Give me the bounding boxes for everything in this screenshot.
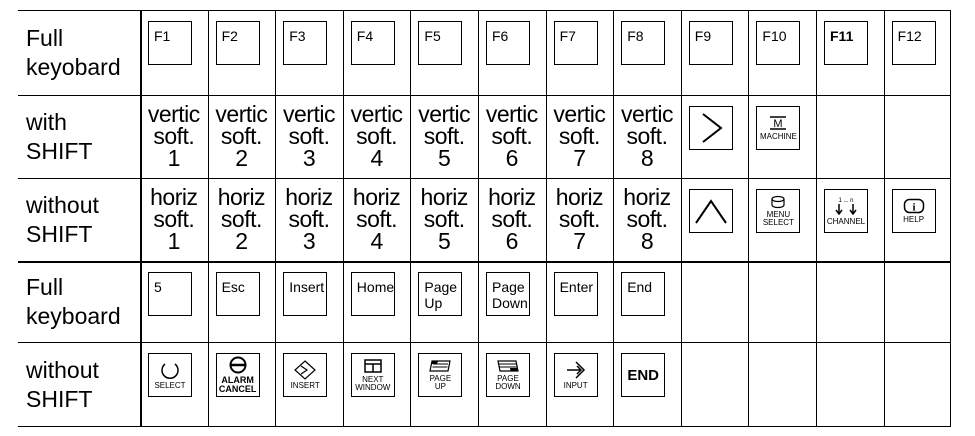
row-label: Full keyobard	[26, 24, 121, 80]
select-key	[148, 353, 192, 397]
menu-select-key	[756, 189, 800, 233]
channel-icon	[831, 196, 861, 216]
table-row	[18, 95, 951, 178]
chevron-up-icon	[693, 196, 729, 226]
insert-icon	[294, 360, 316, 380]
page-up-key	[418, 353, 462, 397]
key-f3: F3	[283, 21, 327, 65]
key-f11: F11	[824, 21, 868, 65]
table-cell	[546, 10, 614, 95]
softkey-label: horiz soft. 8	[623, 184, 671, 254]
chevron-up-key	[689, 189, 733, 233]
table-cell	[410, 178, 478, 261]
row-label-cell	[18, 95, 140, 178]
table-cell	[140, 261, 208, 342]
softkey-label: vertic soft. 6	[485, 101, 538, 171]
table-cell	[681, 178, 749, 261]
softkey-label: horiz soft. 5	[420, 184, 468, 254]
softkey-label: vertic soft. 7	[553, 101, 606, 171]
machine-key	[756, 106, 800, 150]
table-cell	[681, 95, 749, 178]
key-caption: NEXT WINDOW	[355, 375, 391, 392]
row-label: without SHIFT	[26, 356, 99, 412]
row-label: with SHIFT	[26, 108, 93, 164]
table-cell	[748, 10, 816, 95]
table-cell	[546, 178, 614, 261]
end-key-label: END	[627, 366, 660, 384]
page-down-key	[486, 353, 530, 397]
table-cell	[681, 342, 749, 427]
key-f1: F1	[148, 21, 192, 65]
table-cell	[140, 342, 208, 427]
table-cell	[410, 342, 478, 427]
key-caption: INPUT	[563, 381, 588, 390]
row-divider	[18, 342, 951, 343]
table-cell	[613, 342, 681, 427]
table-cell	[208, 95, 276, 178]
key-esc: Esc	[216, 272, 260, 316]
table-cell	[208, 178, 276, 261]
key-caption: CHANNEL	[826, 217, 866, 226]
softkey-label: vertic soft. 4	[350, 101, 403, 171]
table-cell	[748, 95, 816, 178]
table-cell	[140, 10, 208, 95]
column-divider	[950, 10, 951, 427]
table-cell	[884, 342, 952, 427]
key-end: End	[621, 272, 665, 316]
table-cell	[343, 261, 411, 342]
table-row	[18, 261, 951, 342]
column-divider	[816, 10, 817, 427]
table-cell	[478, 178, 546, 261]
row-divider	[18, 178, 951, 179]
table-cell	[816, 178, 884, 261]
column-divider	[410, 10, 411, 427]
table-row	[18, 342, 951, 427]
input-key	[554, 353, 598, 397]
key-f5: F5	[418, 21, 462, 65]
alarm-cancel-key	[216, 353, 260, 397]
key-caption: SELECT	[154, 381, 186, 390]
input-icon	[564, 360, 588, 380]
table-cell	[816, 10, 884, 95]
table-cell	[613, 95, 681, 178]
key-f12: F12	[892, 21, 936, 65]
row-label-cell	[18, 342, 140, 427]
table-cell	[275, 178, 343, 261]
key-caption: PAGE DOWN	[495, 374, 521, 391]
row-label-cell	[18, 10, 140, 95]
key-caption: ALARM CANCEL	[218, 375, 257, 394]
column-divider	[681, 10, 682, 427]
next-window-key	[351, 353, 395, 397]
row-label: without SHIFT	[26, 191, 99, 247]
table-cell	[208, 261, 276, 342]
table-cell	[748, 261, 816, 342]
key-enter: Enter	[554, 272, 598, 316]
table-cell	[613, 178, 681, 261]
table-cell	[208, 342, 276, 427]
table-cell	[478, 95, 546, 178]
key-caption: MENU SELECT	[762, 210, 794, 227]
table-cell	[748, 178, 816, 261]
key-5: 5	[148, 272, 192, 316]
table-cell	[884, 178, 952, 261]
channel-key	[824, 189, 868, 233]
softkey-label: vertic soft. 1	[147, 101, 200, 171]
key-f10: F10	[756, 21, 800, 65]
table-cell	[275, 342, 343, 427]
svg-text:i: i	[912, 201, 916, 214]
table-cell	[884, 10, 952, 95]
row-divider	[18, 10, 951, 11]
table-cell	[816, 342, 884, 427]
table-cell	[208, 10, 276, 95]
softkey-label: horiz soft. 4	[352, 184, 401, 254]
alarm-cancel-icon	[228, 356, 248, 374]
key-caption: MACHINE	[759, 132, 797, 141]
table-cell	[343, 342, 411, 427]
key-page-up: Page Up	[418, 272, 462, 316]
table-cell	[613, 261, 681, 342]
row-label-cell	[18, 261, 140, 342]
table-cell	[681, 261, 749, 342]
key-caption: INSERT	[290, 381, 320, 390]
insert-key	[283, 353, 327, 397]
key-f6: F6	[486, 21, 530, 65]
table-cell	[681, 10, 749, 95]
row-label-cell	[18, 178, 140, 261]
key-f4: F4	[351, 21, 395, 65]
svg-text:1 ... n: 1 ... n	[838, 198, 854, 204]
table-cell	[478, 342, 546, 427]
table-row	[18, 10, 951, 95]
softkey-label: vertic soft. 3	[283, 101, 335, 171]
table-cell	[410, 95, 478, 178]
help-key	[892, 189, 936, 233]
key-f2: F2	[216, 21, 260, 65]
table-cell	[410, 10, 478, 95]
column-divider	[140, 10, 142, 427]
table-cell	[478, 10, 546, 95]
table-row	[18, 178, 951, 261]
select-icon	[159, 360, 181, 380]
column-divider	[343, 10, 344, 427]
page-up-icon	[428, 359, 452, 373]
chevron-right-icon	[694, 111, 728, 145]
table-cell	[343, 178, 411, 261]
table-cell	[613, 10, 681, 95]
column-divider	[208, 10, 209, 427]
key-home: Home	[351, 272, 395, 316]
softkey-label: vertic soft. 8	[621, 101, 673, 171]
machine-icon	[768, 115, 788, 131]
column-divider	[748, 10, 749, 427]
table-cell	[546, 342, 614, 427]
table-cell	[275, 261, 343, 342]
softkey-label: vertic soft. 2	[215, 101, 268, 171]
table-cell	[275, 95, 343, 178]
row-divider	[18, 261, 951, 263]
row-label: Full keyboard	[26, 273, 121, 329]
softkey-label: vertic soft. 5	[418, 101, 471, 171]
table-cell	[748, 342, 816, 427]
table-cell	[343, 95, 411, 178]
svg-text:M: M	[773, 118, 783, 130]
table-cell	[140, 95, 208, 178]
key-f9: F9	[689, 21, 733, 65]
table-cell	[546, 261, 614, 342]
column-divider	[546, 10, 547, 427]
page-down-icon	[496, 359, 520, 373]
key-caption: PAGE UP	[429, 374, 452, 391]
column-divider	[613, 10, 614, 427]
table-cell	[816, 95, 884, 178]
table-cell	[140, 178, 208, 261]
row-divider	[18, 426, 951, 427]
key-page-down: Page Down	[486, 272, 530, 316]
key-f7: F7	[554, 21, 598, 65]
column-divider	[884, 10, 885, 427]
menu-select-icon	[769, 195, 787, 209]
softkey-label: horiz soft. 3	[285, 184, 333, 254]
table-cell	[478, 261, 546, 342]
key-insert: Insert	[283, 272, 327, 316]
table-cell	[884, 95, 952, 178]
key-f8: F8	[621, 21, 665, 65]
help-icon	[903, 198, 925, 214]
column-divider	[478, 10, 479, 427]
chevron-right-key	[689, 106, 733, 150]
table-cell	[816, 261, 884, 342]
end-key	[621, 353, 665, 397]
table-cell	[884, 261, 952, 342]
table-cell	[343, 10, 411, 95]
table-cell	[275, 10, 343, 95]
table-cell	[410, 261, 478, 342]
next-window-icon	[363, 358, 383, 374]
key-caption: HELP	[903, 215, 925, 224]
softkey-label: horiz soft. 2	[217, 184, 266, 254]
table-cell	[546, 95, 614, 178]
softkey-label: horiz soft. 7	[555, 184, 604, 254]
column-divider	[275, 10, 276, 427]
softkey-label: horiz soft. 1	[150, 184, 198, 254]
row-divider	[18, 95, 951, 96]
softkey-label: horiz soft. 6	[488, 184, 536, 254]
